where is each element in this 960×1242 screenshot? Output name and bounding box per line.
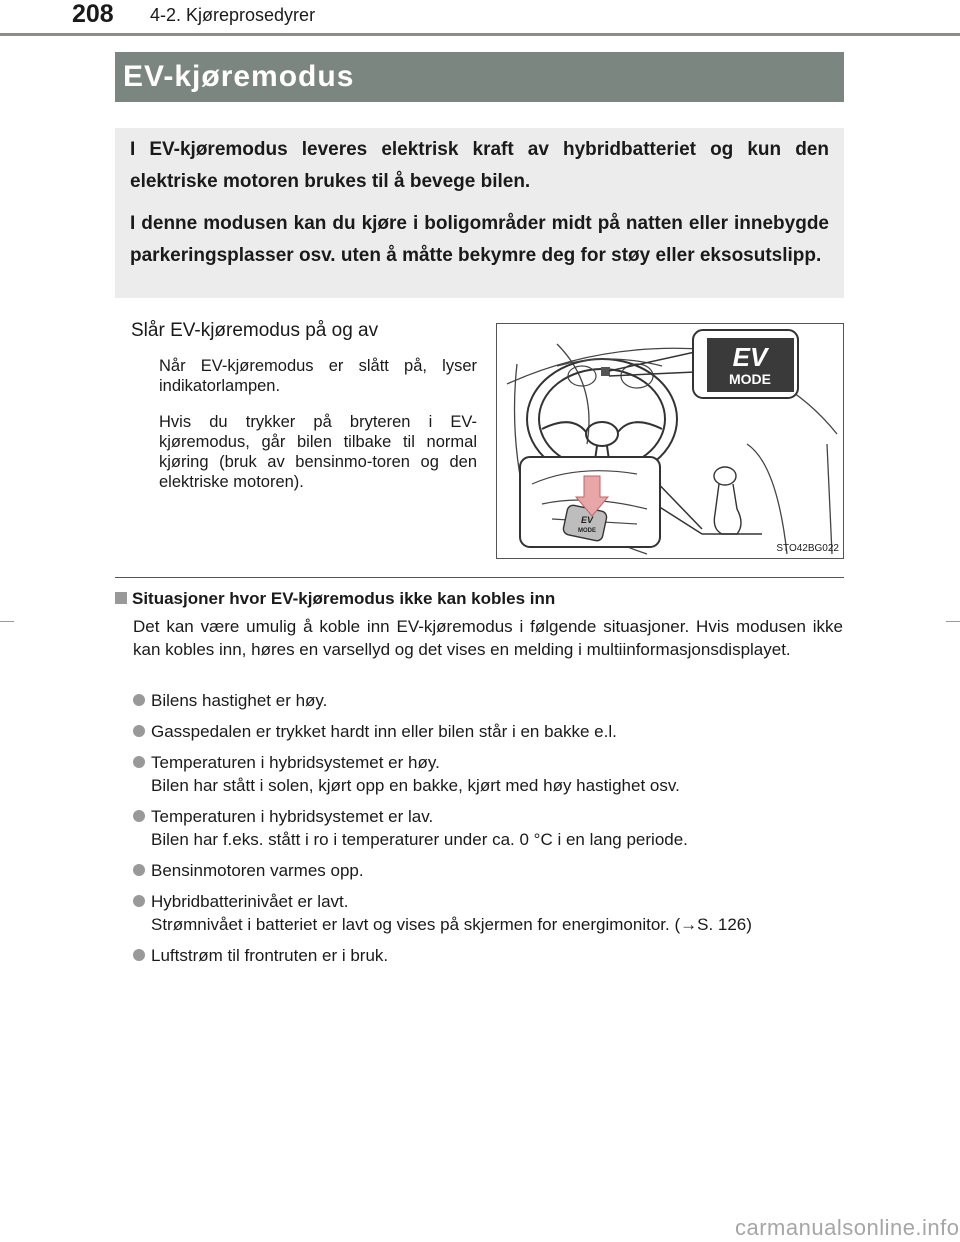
section-divider bbox=[115, 577, 844, 578]
situations-list bbox=[133, 689, 844, 975]
button-label-line1: EV bbox=[580, 515, 594, 525]
bullet-dot-icon bbox=[133, 949, 145, 961]
bullet-dot-icon bbox=[133, 694, 145, 706]
item-detail: Strømnivået i batteriet er lavt og vises på skjermen for energimonitor. (→S. 126) bbox=[151, 915, 752, 934]
button-label-line2: MODE bbox=[578, 528, 596, 534]
item-main: Temperaturen i hybridsystemet er lav. bbox=[151, 807, 434, 826]
intro-paragraph: I EV-kjøremodus leveres elektrisk kraft av hybridbatteriet og kun den elektriske motoren brukes til å bevege bilen. bbox=[130, 139, 829, 192]
bullet-dot-icon bbox=[133, 810, 145, 822]
crop-mark-right bbox=[946, 621, 960, 622]
switch-heading: Slår EV-kjøremodus på og av bbox=[131, 320, 379, 341]
item-main: Hybridbatterinivået er lavt. bbox=[151, 892, 349, 911]
indicator-label-line1: EV bbox=[732, 342, 768, 372]
item-main: Bilens hastighet er høy. bbox=[151, 691, 328, 710]
chapter-title: 4-2. Kjøreprosedyrer bbox=[150, 5, 316, 25]
ev-mode-illustration bbox=[496, 323, 844, 559]
intro-box bbox=[115, 128, 844, 298]
item-main: Bensinmotoren varmes opp. bbox=[151, 861, 364, 880]
section-title-bar bbox=[115, 52, 844, 102]
watermark: carmanualsonline.info bbox=[735, 1215, 960, 1240]
list-item bbox=[133, 751, 844, 797]
header-divider bbox=[0, 33, 960, 36]
situations-heading bbox=[115, 588, 555, 610]
list-item bbox=[133, 890, 844, 936]
switch-description: Når EV-kjøremodus er slått på, lyser indikatorlampen. bbox=[159, 357, 477, 395]
list-item bbox=[133, 859, 844, 882]
bullet-dot-icon bbox=[133, 725, 145, 737]
page-number: 208 bbox=[72, 0, 114, 28]
situations-paragraph: Det kan være umulig å koble inn EV-kjøremodus i følgende situasjoner. Hvis modusen ikke kan kobles inn, høres en varsellyd og det vises en melding i multiinformasjonsdisplayet. bbox=[133, 617, 843, 659]
item-main: Temperaturen i hybridsystemet er høy. bbox=[151, 753, 440, 772]
item-detail: Bilen har f.eks. stått i ro i temperaturer under ca. 0 °C i en lang periode. bbox=[151, 830, 688, 849]
switch-description: Hvis du trykker på bryteren i EV-kjøremodus, går bilen tilbake til normal kjøring (bruk av bensinmo-toren og den elektriske motoren). bbox=[159, 413, 477, 491]
indicator-highlight bbox=[601, 367, 610, 376]
list-item bbox=[133, 689, 844, 712]
list-item bbox=[133, 805, 844, 851]
item-main: Luftstrøm til frontruten er i bruk. bbox=[151, 946, 389, 965]
item-main: Gasspedalen er trykket hardt inn eller bilen står i en bakke e.l. bbox=[151, 722, 617, 741]
list-item bbox=[133, 944, 844, 967]
dashboard-drawing bbox=[497, 324, 844, 559]
indicator-label-line2: MODE bbox=[729, 371, 771, 387]
situations-heading-text: Situasjoner hvor EV-kjøremodus ikke kan kobles inn bbox=[132, 589, 556, 608]
heading-square-icon bbox=[115, 592, 127, 604]
intro-paragraph: I denne modusen kan du kjøre i boligområder midt på natten eller innebygde parkeringsplasser osv. uten å måtte bekymre deg for støy eller eksosutslipp. bbox=[130, 213, 829, 266]
item-detail: Bilen har stått i solen, kjørt opp en bakke, kjørt med høy hastighet osv. bbox=[151, 776, 680, 795]
crop-mark-left bbox=[0, 621, 14, 622]
gear-shifter bbox=[702, 467, 762, 534]
bullet-dot-icon bbox=[133, 756, 145, 768]
bullet-dot-icon bbox=[133, 864, 145, 876]
section-title: EV-kjøremodus bbox=[123, 60, 355, 93]
bullet-dot-icon bbox=[133, 895, 145, 907]
figure-code: STO42BG022 bbox=[776, 543, 839, 554]
list-item bbox=[133, 720, 844, 743]
